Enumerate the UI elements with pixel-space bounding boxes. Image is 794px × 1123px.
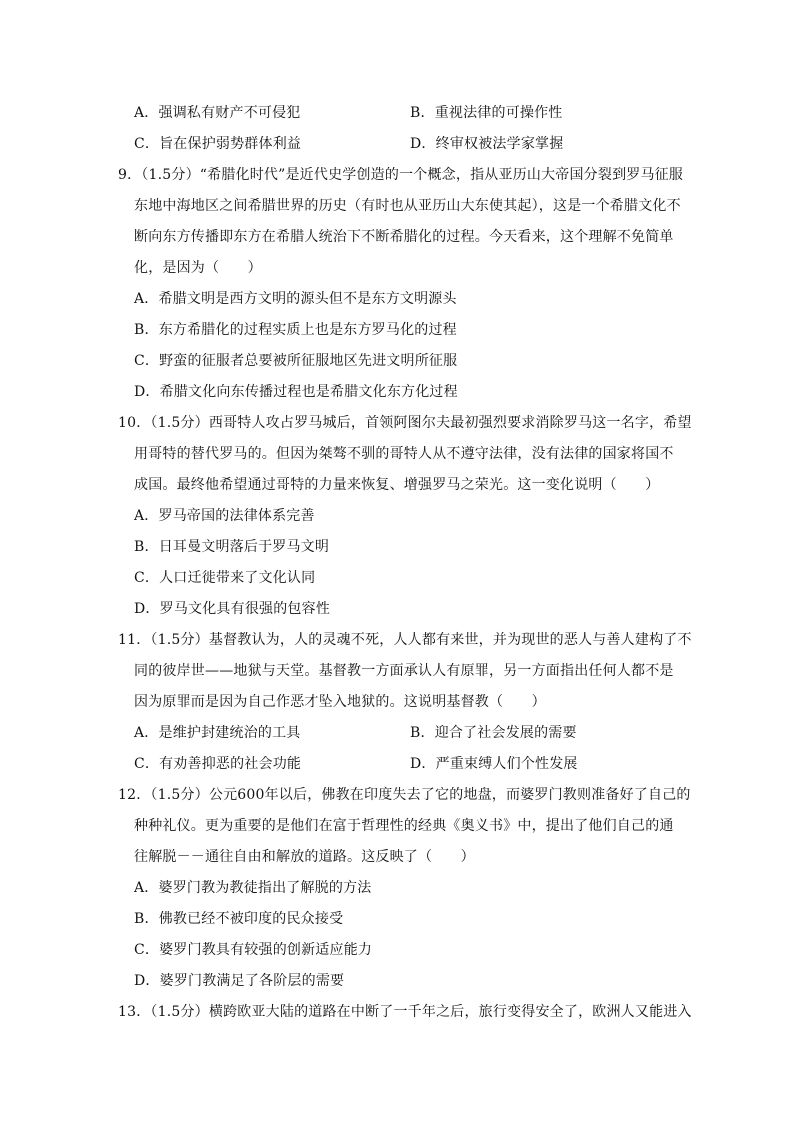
q9-stem-line-2: 东地中海地区之间希腊世界的历史（有时也从亚历山大东使其起），这是一个希腊文化不: [134, 198, 681, 214]
q11-option-d: D．严重束缚人们个性发展: [410, 756, 578, 772]
q12-stem-line-3: 往解脱－－通往自由和解放的道路。这反映了（ ）: [134, 849, 475, 865]
q12-option-b: B．佛教已经不被印度的民众接受: [134, 911, 344, 927]
q13-stem-line-1: 13．（1.5分）横跨欧亚大陆的道路在中断了一千年之后，旅行变得安全了，欧洲人又能进入: [118, 1004, 692, 1020]
q8-option-d: D．终审权被法学家掌握: [410, 136, 564, 152]
q12-stem-line-1: 12．（1.5分）公元600年以后，佛教在印度失去了它的地盘，而婆罗门教则准备好了自己的: [118, 787, 691, 803]
q9-option-b: B．东方希腊化的过程实质上也是东方罗马化的过程: [134, 322, 457, 338]
q9-option-c: C．野蛮的征服者总要被所征服地区先进文明所征服: [134, 353, 458, 369]
q11-option-b: B．迎合了社会发展的需要: [410, 725, 577, 741]
q9-option-a: A．希腊文明是西方文明的源头但不是东方文明源头: [134, 291, 457, 307]
q9-stem-line-4: 化，是因为（ ）: [134, 260, 262, 276]
q10-option-c: C．人口迁徙带来了文化认同: [134, 570, 316, 586]
q10-option-d: D．罗马文化具有很强的包容性: [134, 601, 331, 617]
q11-stem-line-3: 因为原罪而是因为自己作恶才坠入地狱的。这说明基督教（ ）: [134, 694, 546, 710]
q9-stem-line-1: 9．（1.5分）“希腊化时代”是近代史学创造的一个概念，指从亚历山大帝国分裂到罗马征服: [118, 167, 684, 183]
q8-option-b: B．重视法律的可操作性: [410, 105, 563, 121]
q9-option-d: D．希腊文化向东传播过程也是希腊文化东方化过程: [134, 384, 458, 400]
q8-option-c: C．旨在保护弱势群体利益: [134, 136, 302, 152]
q12-stem-line-2: 种种礼仪。更为重要的是他们在富于哲理性的经典《奥义书》中，提出了他们自己的通: [134, 818, 674, 834]
q11-option-c: C．有劝善抑恶的社会功能: [134, 756, 302, 772]
q10-stem-line-2: 用哥特的替代罗马的。但因为桀骜不驯的哥特人从不遵守法律，没有法律的国家将国不: [134, 446, 674, 462]
q10-stem-line-3: 成国。最终他希望通过哥特的力量来恢复、增强罗马之荣光。这一变化说明（ ）: [134, 477, 660, 493]
q11-option-a: A．是维护封建统治的工具: [134, 725, 301, 741]
q12-option-a: A．婆罗门教为教徒指出了解脱的方法: [134, 880, 372, 896]
q10-stem-line-1: 10．（1.5分）西哥特人攻占罗马城后，首领阿图尔夫最初强烈要求消除罗马这一名字，希望: [118, 415, 692, 431]
q8-option-a: A．强调私有财产不可侵犯: [134, 105, 301, 121]
q11-stem-line-2: 同的彼岸世——地狱与天堂。基督教一方面承认人有原罪，另一方面指出任何人都不是: [134, 663, 674, 679]
q12-option-d: D．婆罗门教满足了各阶层的需要: [134, 973, 345, 989]
q9-stem-line-3: 断向东方传播即东方在希腊人统治下不断希腊化的过程。今天看来，这个理解不免简单: [134, 229, 674, 245]
q12-option-c: C．婆罗门教具有较强的创新适应能力: [134, 942, 373, 958]
q10-option-a: A．罗马帝国的法律体系完善: [134, 508, 315, 524]
q11-stem-line-1: 11．（1.5分）基督教认为，人的灵魂不死，人人都有来世，并为现世的恶人与善人建构了不: [118, 632, 692, 648]
q10-option-b: B．日耳曼文明落后于罗马文明: [134, 539, 330, 555]
